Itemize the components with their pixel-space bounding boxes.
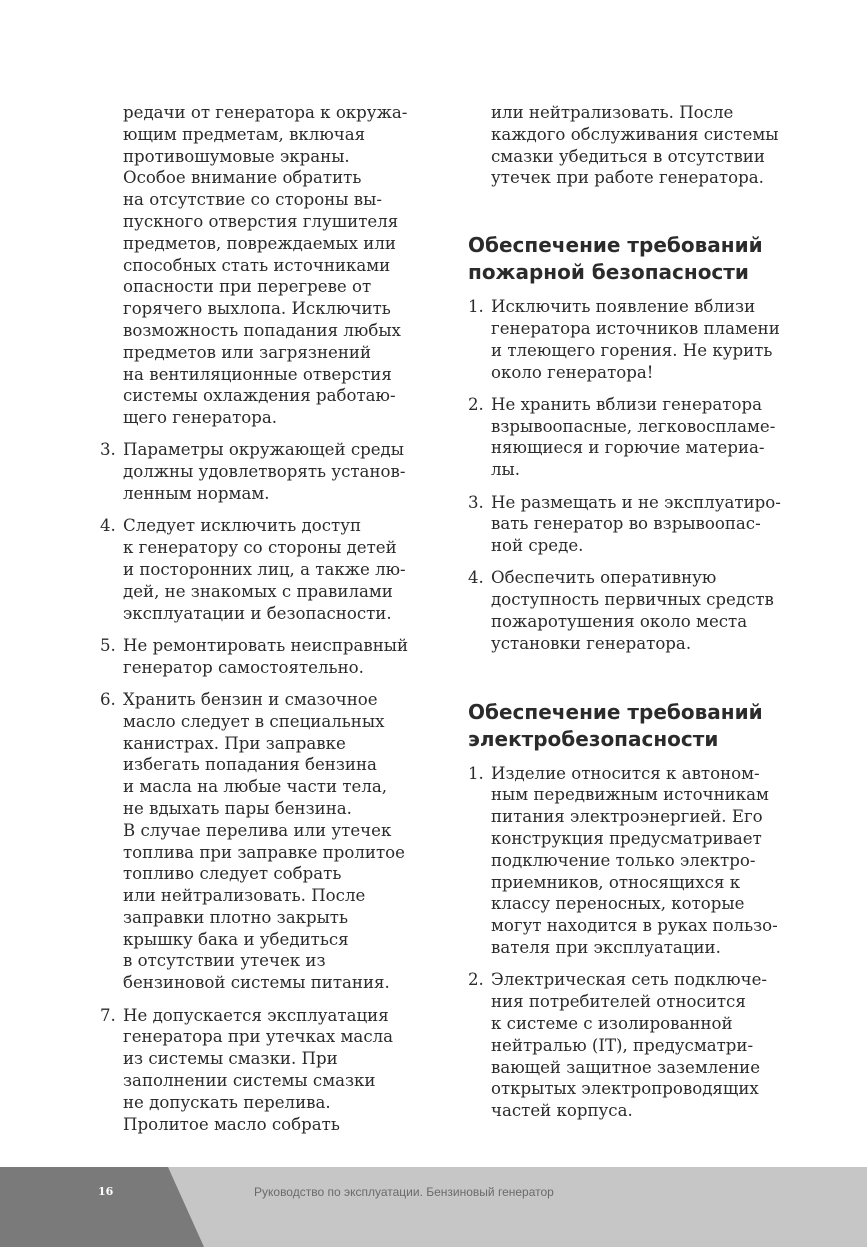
electrical-safety-heading xyxy=(468,699,813,753)
item-number: 3. xyxy=(100,440,116,460)
text-line: Не ремонтировать неисправный xyxy=(123,635,409,655)
fire-safety-heading xyxy=(468,232,813,286)
text-line: Не хранить вблизи генератора xyxy=(491,394,762,414)
text-line: смазки убедиться в отсутствии xyxy=(491,146,765,166)
right-column xyxy=(468,102,813,1132)
text-line: нейтралью (IT), предусматри- xyxy=(491,1035,754,1055)
list-item xyxy=(100,635,440,679)
item-number: 2. xyxy=(468,394,484,414)
text-line: утечек при работе генератора. xyxy=(491,168,764,188)
text-line: В случае перелива или утечек xyxy=(123,820,392,840)
text-line: топливо следует собрать xyxy=(123,864,342,884)
text-line: установки генератора. xyxy=(491,633,692,653)
heading-line: Обеспечение требований xyxy=(468,699,763,724)
footer-dark-band xyxy=(0,1167,204,1247)
footer-band xyxy=(0,1167,867,1247)
item-number: 4. xyxy=(468,568,484,588)
text-line: и тлеющего горения. Не курить xyxy=(491,340,773,360)
list-item xyxy=(100,689,440,994)
list-item xyxy=(468,969,813,1122)
text-line: заправки плотно закрыть xyxy=(123,907,349,927)
text-line: крышку бака и убедиться xyxy=(123,929,349,949)
text-line: Хранить бензин и смазочное xyxy=(123,689,378,709)
text-line: должны удовлетворять установ- xyxy=(123,462,406,482)
text-line: к генератору со стороны детей xyxy=(123,538,397,558)
text-line: частей корпуса. xyxy=(491,1101,633,1121)
electrical-safety-list xyxy=(468,763,813,1122)
text-line: няющиеся и горючие материа- xyxy=(491,438,765,458)
text-line: на вентиляционные отверстия xyxy=(123,364,392,384)
text-line: пускного отверстия глушителя xyxy=(123,211,399,231)
item-number: 7. xyxy=(100,1005,116,1025)
text-line: возможность попадания любых xyxy=(123,320,401,340)
list-item xyxy=(468,492,813,557)
list-item xyxy=(468,394,813,481)
text-line: Параметры окружающей среды xyxy=(123,440,404,460)
right-intro-paragraph xyxy=(468,102,813,189)
text-line: Не допускается эксплуатация xyxy=(123,1005,389,1025)
list-item xyxy=(100,1005,440,1136)
page-footer xyxy=(0,1167,867,1247)
item-number: 1. xyxy=(468,763,484,783)
text-line: Пролитое масло собрать xyxy=(123,1114,340,1134)
text-line: в отсутствии утечек из xyxy=(123,951,326,971)
item-number: 2. xyxy=(468,970,484,990)
text-line: ющим предметам, включая xyxy=(123,124,366,144)
text-line: Обеспечить оперативную xyxy=(491,568,717,588)
left-column xyxy=(100,102,440,1146)
text-line: ния потребителей относится xyxy=(491,992,746,1012)
footer-document-title: Руководство по эксплуатации. Бензиновый генератор xyxy=(254,1185,554,1199)
text-line: около генератора! xyxy=(491,362,654,382)
text-line: могут находится в руках пользо- xyxy=(491,916,778,936)
item-number: 5. xyxy=(100,635,116,655)
text-line: противошумовые экраны. xyxy=(123,146,350,166)
heading-line: Обеспечение требований xyxy=(468,233,763,258)
text-line: открытых электропроводящих xyxy=(491,1079,759,1099)
left-numbered-list xyxy=(100,439,440,1135)
text-line: не вдыхать пары бензина. xyxy=(123,798,352,818)
text-line: Изделие относится к автоном- xyxy=(491,763,760,783)
text-line: предметов или загрязнений xyxy=(123,342,372,362)
text-line: из системы смазки. При xyxy=(123,1049,338,1069)
text-line: классу переносных, которые xyxy=(491,894,745,914)
text-line: вающей защитное заземление xyxy=(491,1057,761,1077)
text-line: генератора при утечках масла xyxy=(123,1027,394,1047)
heading-line: пожарной безопасности xyxy=(468,260,749,285)
item-number: 3. xyxy=(468,492,484,512)
text-line: взрывоопасные, легковоспламе- xyxy=(491,416,776,436)
text-line: способных стать источниками xyxy=(123,255,391,275)
text-line: дей, не знакомых с правилами xyxy=(123,581,393,601)
text-line: Электрическая сеть подключе- xyxy=(491,970,768,990)
text-line: конструкция предусматривает xyxy=(491,829,762,849)
heading-line: электробезопасности xyxy=(468,726,719,751)
item-number: 1. xyxy=(468,297,484,317)
list-item xyxy=(100,439,440,504)
text-line: предметов, повреждаемых или xyxy=(123,233,396,253)
text-line: Не размещать и не эксплуатиро- xyxy=(491,492,781,512)
text-line: доступность первичных средств xyxy=(491,590,774,610)
item-number: 6. xyxy=(100,689,116,709)
text-line: заполнении системы смазки xyxy=(123,1070,376,1090)
text-line: каждого обслуживания системы xyxy=(491,124,779,144)
text-line: на отсутствие со стороны вы- xyxy=(123,190,382,210)
text-line: избегать попадания бензина xyxy=(123,755,377,775)
text-line: генератор самостоятельно. xyxy=(123,657,364,677)
fire-safety-list xyxy=(468,296,813,654)
page-number: 16 xyxy=(98,1185,114,1198)
text-line: вать генератор во взрывоопас- xyxy=(491,514,761,534)
text-line: питания электроэнергией. Его xyxy=(491,807,763,827)
text-line: генератора источников пламени xyxy=(491,318,780,338)
text-line: Особое внимание обратить xyxy=(123,168,362,188)
item-number: 4. xyxy=(100,516,116,536)
text-line: или нейтрализовать. После xyxy=(123,886,366,906)
text-line: горячего выхлопа. Исключить xyxy=(123,299,391,319)
text-line: бензиновой системы питания. xyxy=(123,973,390,993)
text-line: масло следует в специальных xyxy=(123,711,385,731)
list-item xyxy=(468,296,813,383)
text-line: к системе с изолированной xyxy=(491,1013,733,1033)
text-line: опасности при перегреве от xyxy=(123,277,372,297)
text-line: или нейтрализовать. После xyxy=(491,103,734,122)
text-line: Исключить появление вблизи xyxy=(491,297,756,317)
text-line: и масла на любые части тела, xyxy=(123,777,388,797)
list-item xyxy=(468,763,813,959)
text-line: ной среде. xyxy=(491,536,584,556)
list-item xyxy=(468,567,813,654)
text-line: щего генератора. xyxy=(123,408,278,428)
text-line: лы. xyxy=(491,460,521,480)
left-intro-paragraph xyxy=(100,102,440,429)
text-line: вателя при эксплуатации. xyxy=(491,938,721,958)
text-line: Следует исключить доступ xyxy=(123,516,362,536)
text-line: редачи от генератора к окружа- xyxy=(123,103,408,122)
text-line: приемников, относящихся к xyxy=(491,872,741,892)
text-line: и посторонних лиц, а также лю- xyxy=(123,559,406,579)
text-line: системы охлаждения работаю- xyxy=(123,386,396,406)
text-line: подключение только электро- xyxy=(491,850,756,870)
text-line: ным передвижным источникам xyxy=(491,785,769,805)
text-line: пожаротушения около места xyxy=(491,612,748,632)
text-line: топлива при заправке пролитое xyxy=(123,842,405,862)
text-line: канистрах. При заправке xyxy=(123,733,346,753)
text-line: не допускать перелива. xyxy=(123,1092,331,1112)
list-item xyxy=(100,515,440,624)
text-line: эксплуатации и безопасности. xyxy=(123,603,392,623)
text-line: ленным нормам. xyxy=(123,484,270,504)
